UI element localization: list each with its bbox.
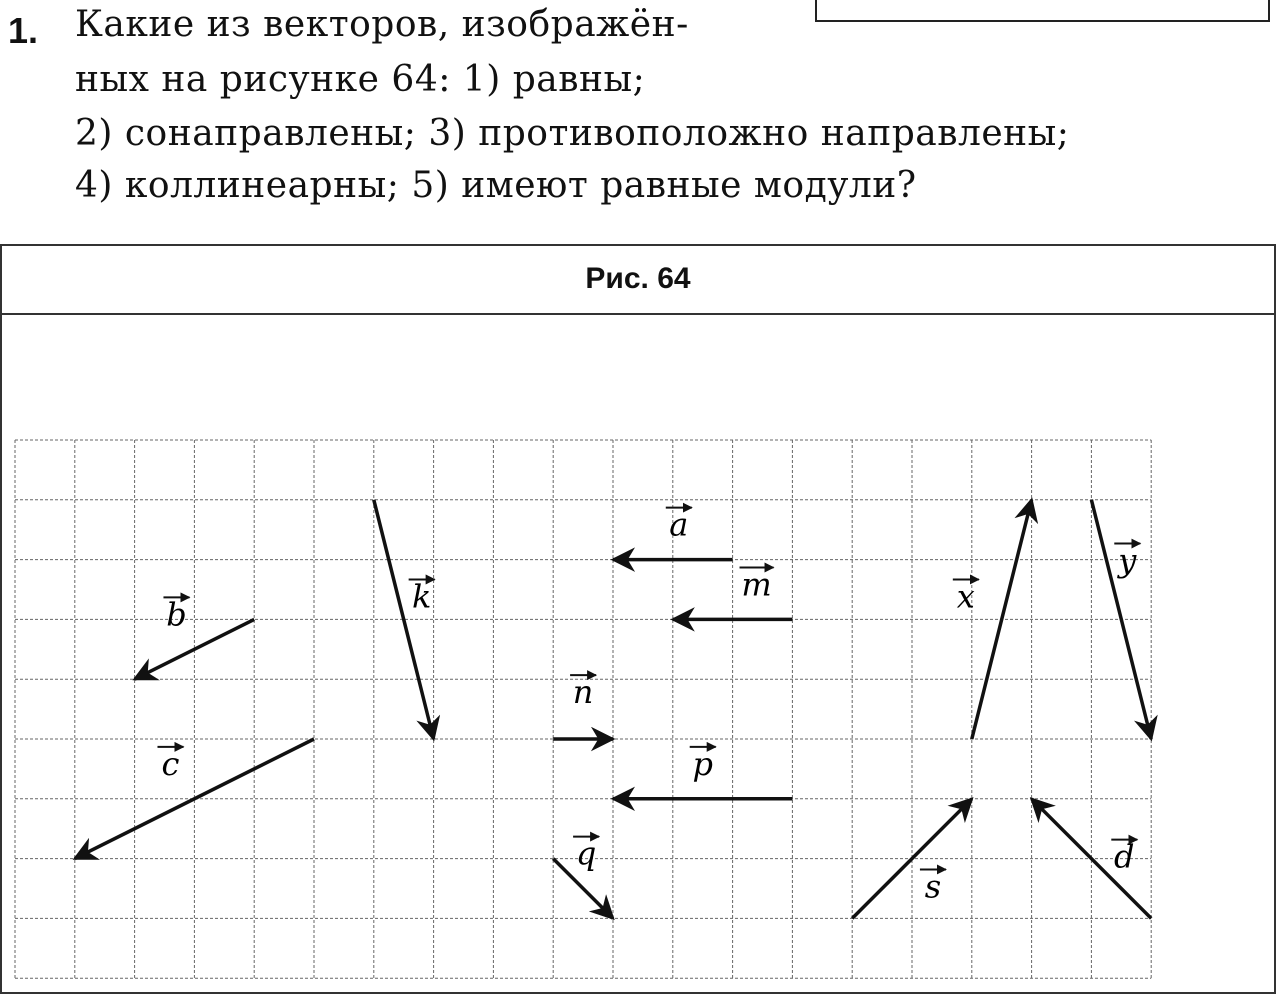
vector-label-k: k — [411, 577, 432, 616]
problem-line-2: ных на рисунке 64: 1) равны; — [75, 59, 646, 100]
vector-label-a: a — [669, 505, 689, 544]
vector-label-m: m — [741, 565, 772, 604]
vector-label-y: y — [1118, 541, 1137, 580]
vector-label-b: b — [166, 595, 187, 634]
problem-line-1: Какие из векторов, изображён- — [75, 4, 689, 45]
problem-number: 1. — [8, 10, 39, 51]
problem-line-3: 2) сонаправлены; 3) противоположно направлены; — [75, 113, 1070, 154]
vector-labels — [157, 506, 1140, 906]
vector-label-q: q — [575, 834, 597, 873]
vector-label-s: s — [924, 867, 942, 906]
vector-label-c: c — [161, 744, 180, 783]
problem-line-4: 4) коллинеарны; 5) имеют равные модули? — [75, 165, 917, 206]
vector-label-p: p — [692, 744, 713, 783]
vector-label-n: n — [572, 673, 594, 712]
figure-caption: Рис. 64 — [585, 262, 691, 295]
vector-label-d: d — [1114, 837, 1135, 876]
vector-label-x: x — [956, 577, 975, 616]
